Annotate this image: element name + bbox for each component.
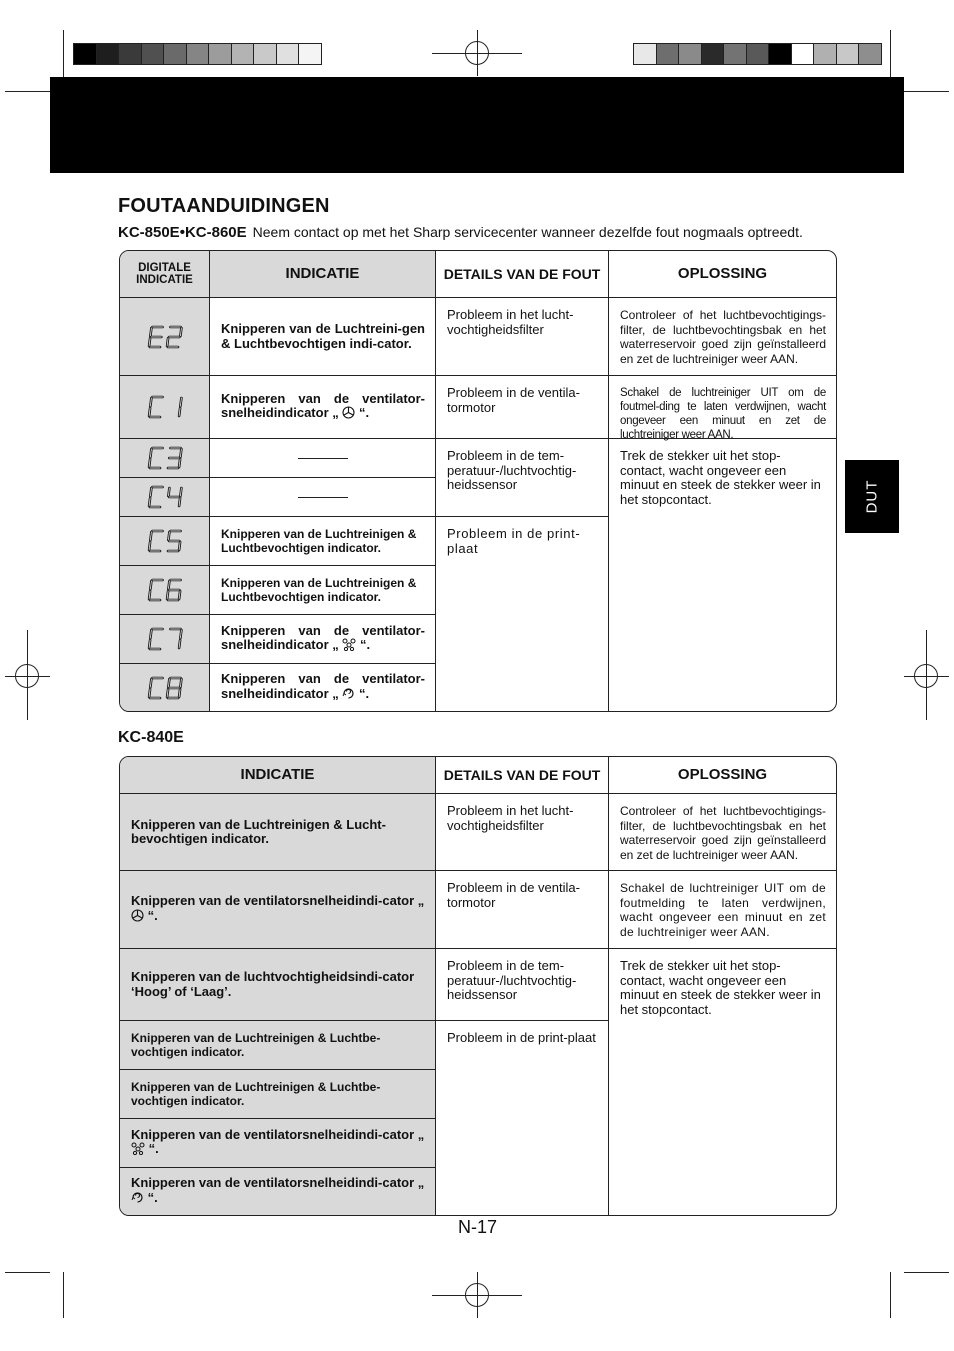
- detail-pcb: Probleem in de print-plaat: [436, 1021, 609, 1215]
- section-title-kc840: KC-840E: [118, 729, 184, 746]
- code-c1: [120, 376, 210, 439]
- color-swatch: [96, 43, 120, 65]
- subtitle: [118, 224, 803, 241]
- indication-c5: Knipperen van de Luchtreinigen & Luchtbevochtigen indicator.: [210, 517, 436, 566]
- code-display: [145, 577, 185, 603]
- header-details: DETAILS VAN DE FOUT: [436, 251, 609, 298]
- indication-text-end: “.: [145, 1141, 159, 1156]
- code-c5: [120, 517, 210, 566]
- solution-restart: Schakel de luchtreiniger UIT om de foutmel-ding te laten verdwijnen, wacht ongeveer een minuut en zet de luchtreiniger weer AAN.: [609, 376, 836, 439]
- detail-filter: Probleem in het lucht-vochtigheidsfilter: [436, 298, 609, 376]
- color-swatch: [186, 43, 210, 65]
- color-strip-left: [73, 43, 321, 65]
- header-indication: INDICATIE: [120, 757, 436, 794]
- color-swatch: [768, 43, 792, 65]
- code-display: [145, 445, 185, 471]
- indication-c7: [210, 615, 436, 664]
- solution-restart: Schakel de luchtreiniger UIT om de foutmelding te laten verdwijnen, wacht ongeveer een minuut en zet de luchtreiniger weer AAN.: [609, 871, 836, 949]
- fan-quiet-icon: [342, 638, 356, 655]
- error-table-kc840: [119, 756, 837, 1216]
- code-c4: [120, 478, 210, 517]
- detail-filter: Probleem in het lucht-vochtigheidsfilter: [436, 794, 609, 871]
- indication-c1: [210, 376, 436, 439]
- indication-row-4: Knipperen van de Luchtreinigen & Luchtbe-vochtigen indicator.: [120, 1021, 436, 1070]
- indication-text: Knipperen van de ventilatorsnelheidindi-cator „: [131, 893, 425, 908]
- color-swatch: [163, 43, 187, 65]
- indication-text: Knipperen van de ventilator-snelheidindicator „: [221, 671, 425, 701]
- indication-text: Knipperen van de ventilatorsnelheidindi-cator „: [131, 1126, 425, 1142]
- page-title: FOUTAANDUIDINGEN: [118, 195, 330, 217]
- indication-row-7: [120, 1168, 436, 1215]
- language-tab-label: DUT: [863, 479, 881, 514]
- indication-c6: Knipperen van de Luchtreinigen & Luchtbevochtigen indicator.: [210, 566, 436, 615]
- color-swatch: [208, 43, 232, 65]
- color-swatch: [141, 43, 165, 65]
- fan-max-icon: [342, 687, 355, 704]
- header-solution: OPLOSSING: [609, 757, 836, 794]
- language-tab: [845, 460, 899, 533]
- color-swatch: [836, 43, 860, 65]
- code-display: [145, 394, 185, 420]
- fan-auto-icon: [342, 406, 355, 423]
- detail-sensor: Probleem in de tem-peratuur-/luchtvochtig-heidssensor: [436, 439, 609, 517]
- code-c3: [120, 439, 210, 478]
- indication-row-2: [120, 871, 436, 949]
- code-c6: [120, 566, 210, 615]
- solution-unplug: Trek de stekker uit het stop-contact, wacht ongeveer een minuut en steek de stekker weer in het stopcontact.: [620, 448, 821, 507]
- subtitle-text: Neem contact op met het Sharp servicecenter wanneer dezelfde fout nogmaals optreedt.: [252, 224, 803, 240]
- detail-fan-motor: Probleem in de ventila-tormotor: [436, 376, 609, 439]
- color-swatch: [118, 43, 142, 65]
- color-swatch: [231, 43, 255, 65]
- color-swatch: [858, 43, 882, 65]
- indication-row-3: Knipperen van de luchtvochtigheidsindi-cator ‘Hoog’ of ‘Laag’.: [120, 949, 436, 1021]
- color-swatch: [791, 43, 815, 65]
- header-indication: INDICATIE: [210, 251, 436, 298]
- code-display: [145, 324, 185, 350]
- header-solution: OPLOSSING: [609, 251, 836, 298]
- solution-filter: Controleer of het luchtbevochtigings-filter, de luchtbevochtingsbak en het waterreservoir goed zijn geïnstalleerd en zet de luchtreiniger weer AAN.: [609, 794, 836, 871]
- color-strip-right: [633, 43, 881, 65]
- header-black-bar: [50, 77, 904, 173]
- indication-c8: [210, 664, 436, 711]
- indication-c3: [210, 439, 436, 478]
- indication-text: Knipperen van de ventilatorsnelheidindi-cator „: [131, 1175, 425, 1190]
- color-swatch: [253, 43, 277, 65]
- solution-filter: Controleer of het luchtbevochtigings-filter, de luchtbevochtingsbak en het waterreservoir goed zijn geïnstalleerd en zet de luchtreiniger weer AAN.: [609, 298, 836, 376]
- model-label: KC-850E•KC-860E: [118, 224, 247, 241]
- color-swatch: [813, 43, 837, 65]
- indication-text-end: “.: [355, 685, 370, 701]
- color-swatch: [656, 43, 680, 65]
- indication-row-1: Knipperen van de Luchtreinigen & Lucht-bevochtigen indicator.: [120, 794, 436, 871]
- page-number: N-17: [458, 1217, 498, 1237]
- color-swatch: [701, 43, 725, 65]
- detail-pcb: Probleem in de print-plaat: [436, 517, 609, 711]
- color-swatch: [276, 43, 300, 65]
- color-swatch: [633, 43, 657, 65]
- color-swatch: [746, 43, 770, 65]
- indication-text-end: “.: [144, 907, 158, 923]
- indication-row-5: Knipperen van de Luchtreinigen & Luchtbe-vochtigen indicator.: [120, 1070, 436, 1119]
- detail-sensor: Probleem in de tem-peratuur-/luchtvochtig-heidssensor: [436, 949, 609, 1021]
- indication-text-end: “.: [144, 1189, 158, 1205]
- color-swatch: [723, 43, 747, 65]
- fan-max-icon: [131, 1191, 144, 1208]
- indication-e2: Knipperen van de Luchtreini-gen & Luchtbevochtigen indi-cator.: [210, 298, 436, 376]
- error-table-kc850: [119, 250, 837, 712]
- indication-text-end: “.: [356, 637, 371, 652]
- code-display: [145, 528, 185, 554]
- solution-unplug: Trek de stekker uit het stop-contact, wacht ongeveer een minuut en steek de stekker weer in het stopcontact.: [620, 958, 821, 1017]
- indication-text: Knipperen van de ventilator-snelheidindicator „: [221, 622, 425, 652]
- color-swatch: [678, 43, 702, 65]
- indication-row-6: [120, 1119, 436, 1168]
- fan-quiet-icon: [131, 1142, 145, 1159]
- header-digital: DIGITALE INDICATIE: [120, 251, 210, 298]
- detail-fan-motor: Probleem in de ventila-tormotor: [436, 871, 609, 949]
- indication-text: Knipperen van de ventilator-snelheidindicator „: [221, 390, 425, 420]
- indication-c4: [210, 478, 436, 517]
- color-swatch: [298, 43, 322, 65]
- code-display: [145, 626, 185, 652]
- code-e2: [120, 298, 210, 376]
- code-display: [145, 484, 185, 510]
- color-swatch: [73, 43, 97, 65]
- indication-text-end: “.: [355, 405, 370, 420]
- fan-auto-icon: [131, 909, 144, 926]
- code-c7: [120, 615, 210, 664]
- code-c8: [120, 664, 210, 711]
- header-details: DETAILS VAN DE FOUT: [436, 757, 609, 794]
- code-display: [145, 675, 185, 701]
